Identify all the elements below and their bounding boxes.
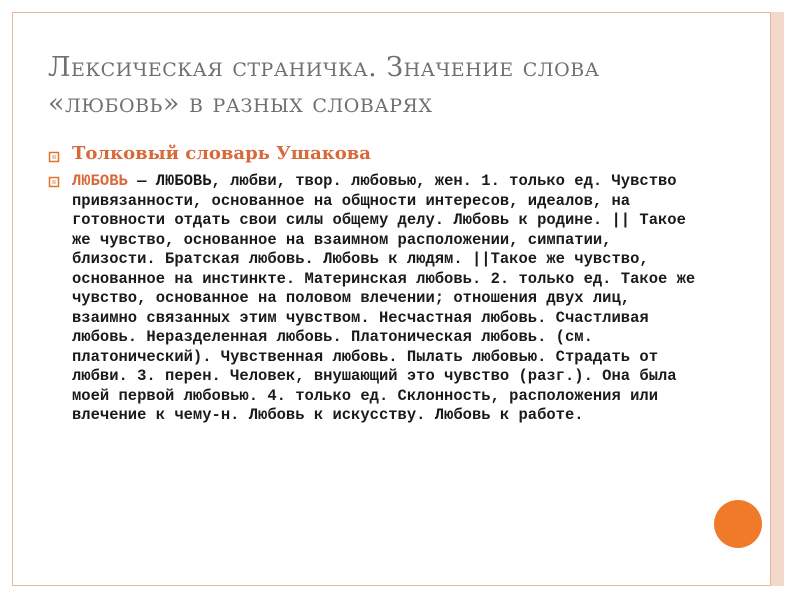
decorative-side-band (770, 12, 784, 586)
bullet-heading (48, 140, 698, 168)
bullet-definition (48, 172, 698, 426)
dictionary-heading: Толковый словарь Ушакова (72, 143, 371, 164)
definition-headword: ЛЮБОВЬ (72, 172, 128, 190)
bullet-icon (48, 175, 60, 187)
decorative-orange-circle (714, 500, 762, 548)
title-line-2: «любовь» в разных словарях (48, 88, 433, 119)
slide-content (48, 140, 698, 426)
bullet-icon (48, 146, 60, 158)
slide-title (48, 50, 738, 122)
definition-text: — ЛЮБОВЬ, любви, твор. любовью, жен. 1. только ед. Чувство привязанности, основанное на общности интересов, идеалов, на готовности отдать свои силы общему делу. Любовь к родине. || Такое же чувство, основанное на взаимном расположении, симпатии, близости. Братская любовь. Любовь к людям. ||Такое же чувство, основанное на инстинкте. Материнская любовь. 2. только ед. Такое же чувство, основанное на половом влечении; отношения двух лиц, взаимно связанных этим чувством. Несчастная любовь. Счастливая любовь. Неразделенная любовь. Платоническая любовь. (см. платонический). Чувственная любовь. Пылать любовью. Страдать от любви. 3. перен. Человек, внушающий это чувство (разг.). Она была моей первой любовью. 4. только ед. Склонность, расположения или влечение к чему-н. Любовь к искусству. Любовь к работе. (72, 172, 696, 424)
title-line-1: Лексическая страничка. Значение слова (48, 52, 600, 83)
